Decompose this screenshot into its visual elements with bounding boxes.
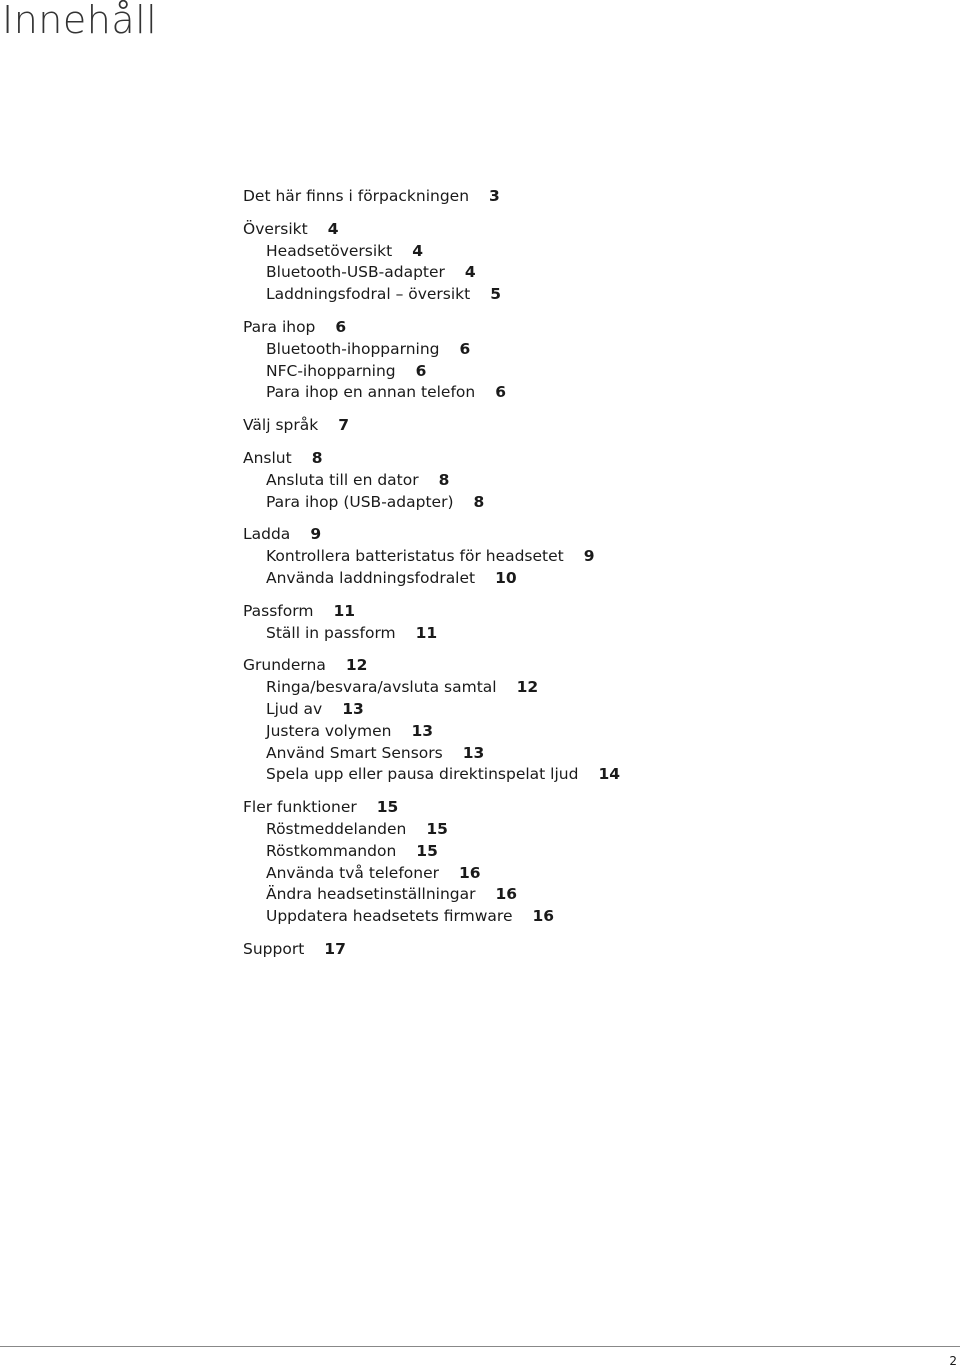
- toc-subentry[interactable]: [243, 284, 923, 306]
- toc-subentry-title: Headsetöversikt: [266, 241, 393, 260]
- toc-entry-page: 4: [327, 219, 339, 238]
- toc-subentry[interactable]: [243, 470, 923, 492]
- toc-subentry-page: 13: [411, 721, 434, 740]
- toc-section: [243, 317, 923, 404]
- toc-entry-title: Fler funktioner: [243, 798, 357, 817]
- toc-subentry-title: Para ihop (USB-adapter): [266, 492, 454, 511]
- toc-subentry-page: 6: [495, 383, 507, 402]
- toc-subentry-title: Kontrollera batteristatus för headsetet: [266, 547, 564, 566]
- toc-subentry-page: 5: [490, 285, 502, 304]
- toc-entry-page: 8: [311, 448, 323, 467]
- toc-subentry-title: Justera volymen: [266, 721, 392, 740]
- toc-entry-page: 11: [333, 601, 356, 620]
- toc-subentry-title: Ljud av: [266, 699, 323, 718]
- toc-subentry-page: 13: [462, 743, 485, 762]
- toc-subentry[interactable]: [243, 262, 923, 284]
- toc-subentry-page: 9: [583, 547, 595, 566]
- toc-subentry-title: Röstkommandon: [266, 841, 397, 860]
- toc-subentry-page: 16: [532, 907, 555, 926]
- toc-subentry-page: 13: [342, 699, 364, 718]
- toc-entry[interactable]: [243, 524, 923, 546]
- toc-subentry-page: 15: [416, 841, 438, 860]
- toc-subentry-title: Spela upp eller pausa direktinspelat ljud: [266, 765, 579, 784]
- toc-entry[interactable]: [243, 939, 923, 961]
- toc-subentry-title: Para ihop en annan telefon: [266, 383, 476, 402]
- toc-entry-title: Ladda: [243, 525, 291, 544]
- toc-entry[interactable]: [243, 219, 923, 241]
- page-title: Innehåll: [2, 0, 158, 42]
- toc-entry-page: 6: [335, 317, 347, 336]
- toc-subentry-title: Röstmeddelanden: [266, 819, 407, 838]
- toc-subentry-title: Ändra headsetinställningar: [266, 885, 476, 904]
- toc-entry-title: Para ihop: [243, 317, 316, 336]
- toc-section: [243, 524, 923, 589]
- toc-entry[interactable]: [243, 655, 923, 677]
- toc-subentry-title: Använd Smart Sensors: [266, 743, 443, 762]
- toc-entry-page: 17: [324, 939, 346, 958]
- toc-entry-title: Det här finns i förpackningen: [243, 187, 470, 205]
- toc-entry-title: Anslut: [243, 448, 292, 467]
- toc-subentry-page: 14: [598, 765, 621, 784]
- toc-subentry-page: 11: [415, 623, 438, 642]
- toc-subentry-page: 12: [516, 678, 539, 697]
- toc-subentry-page: 4: [464, 263, 476, 282]
- toc-entry-page: 15: [376, 798, 399, 817]
- toc-section: [243, 655, 923, 786]
- toc-subentry[interactable]: [243, 492, 923, 514]
- toc-section: [243, 797, 923, 928]
- toc-entry-page: 9: [310, 525, 322, 544]
- toc-subentry[interactable]: [243, 721, 923, 743]
- toc-entry-page: 12: [345, 656, 368, 675]
- toc-subentry[interactable]: [243, 819, 923, 841]
- toc-entry-title: Översikt: [243, 219, 308, 238]
- toc-subentry[interactable]: [243, 699, 923, 721]
- toc-entry[interactable]: [243, 448, 923, 470]
- toc-entry[interactable]: [243, 186, 923, 208]
- toc-subentry-title: Ringa/besvara/avsluta samtal: [266, 678, 497, 697]
- toc-section: [243, 186, 923, 208]
- toc-subentry[interactable]: [243, 361, 923, 383]
- toc-entry[interactable]: [243, 415, 923, 437]
- toc-subentry-title: NFC-ihopparning: [266, 361, 396, 380]
- toc-subentry[interactable]: [243, 743, 923, 765]
- toc-subentry-page: 15: [426, 819, 448, 838]
- toc-subentry-title: Uppdatera headsetets firmware: [266, 907, 513, 926]
- toc-subentry-page: 16: [459, 863, 481, 882]
- toc-subentry[interactable]: [243, 841, 923, 863]
- toc-subentry-title: Laddningsfodral – översikt: [266, 285, 471, 304]
- toc-entry[interactable]: [243, 317, 923, 339]
- toc-subentry-page: 4: [412, 241, 424, 260]
- toc-subentry-page: 6: [459, 339, 471, 358]
- toc-subentry[interactable]: [243, 568, 923, 590]
- toc-subentry-title: Ansluta till en dator: [266, 470, 419, 489]
- toc-subentry-page: 6: [415, 361, 427, 380]
- toc-subentry-page: 10: [495, 568, 517, 587]
- toc-entry-title: Grunderna: [243, 656, 326, 675]
- toc-subentry[interactable]: [243, 884, 923, 906]
- toc-subentry-title: Bluetooth-ihopparning: [266, 339, 440, 358]
- toc-subentry-page: 8: [473, 492, 485, 511]
- toc-entry[interactable]: [243, 797, 923, 819]
- toc-section: [243, 415, 923, 437]
- toc-section: [243, 448, 923, 513]
- toc-subentry-page: 8: [438, 470, 450, 489]
- toc-entry-page: 7: [338, 416, 349, 435]
- toc-entry-title: Passform: [243, 601, 314, 620]
- page-number: 2: [949, 1354, 957, 1368]
- toc-subentry[interactable]: [243, 382, 923, 404]
- footer-divider: [0, 1346, 960, 1347]
- toc-subentry[interactable]: [243, 241, 923, 263]
- toc-subentry[interactable]: [243, 546, 923, 568]
- toc-section: [243, 601, 923, 645]
- toc-subentry-title: Ställ in passform: [266, 623, 396, 642]
- toc-entry-title: Support: [243, 939, 305, 958]
- toc-subentry[interactable]: [243, 339, 923, 361]
- toc-subentry-page: 16: [495, 885, 518, 904]
- toc-subentry-title: Använda två telefoner: [266, 863, 439, 882]
- table-of-contents: [243, 186, 923, 972]
- toc-entry-title: Välj språk: [243, 416, 319, 435]
- toc-subentry-title: Använda laddningsfodralet: [266, 568, 476, 587]
- toc-subentry-title: Bluetooth-USB-adapter: [266, 263, 445, 282]
- toc-subentry[interactable]: [243, 677, 923, 699]
- toc-subentry[interactable]: [243, 623, 923, 645]
- toc-subentry[interactable]: [243, 764, 923, 786]
- toc-entry[interactable]: [243, 601, 923, 623]
- toc-section: [243, 219, 923, 306]
- toc-entry-page: 3: [489, 187, 500, 205]
- toc-subentry[interactable]: [243, 906, 923, 928]
- toc-section: [243, 939, 923, 961]
- toc-subentry[interactable]: [243, 863, 923, 885]
